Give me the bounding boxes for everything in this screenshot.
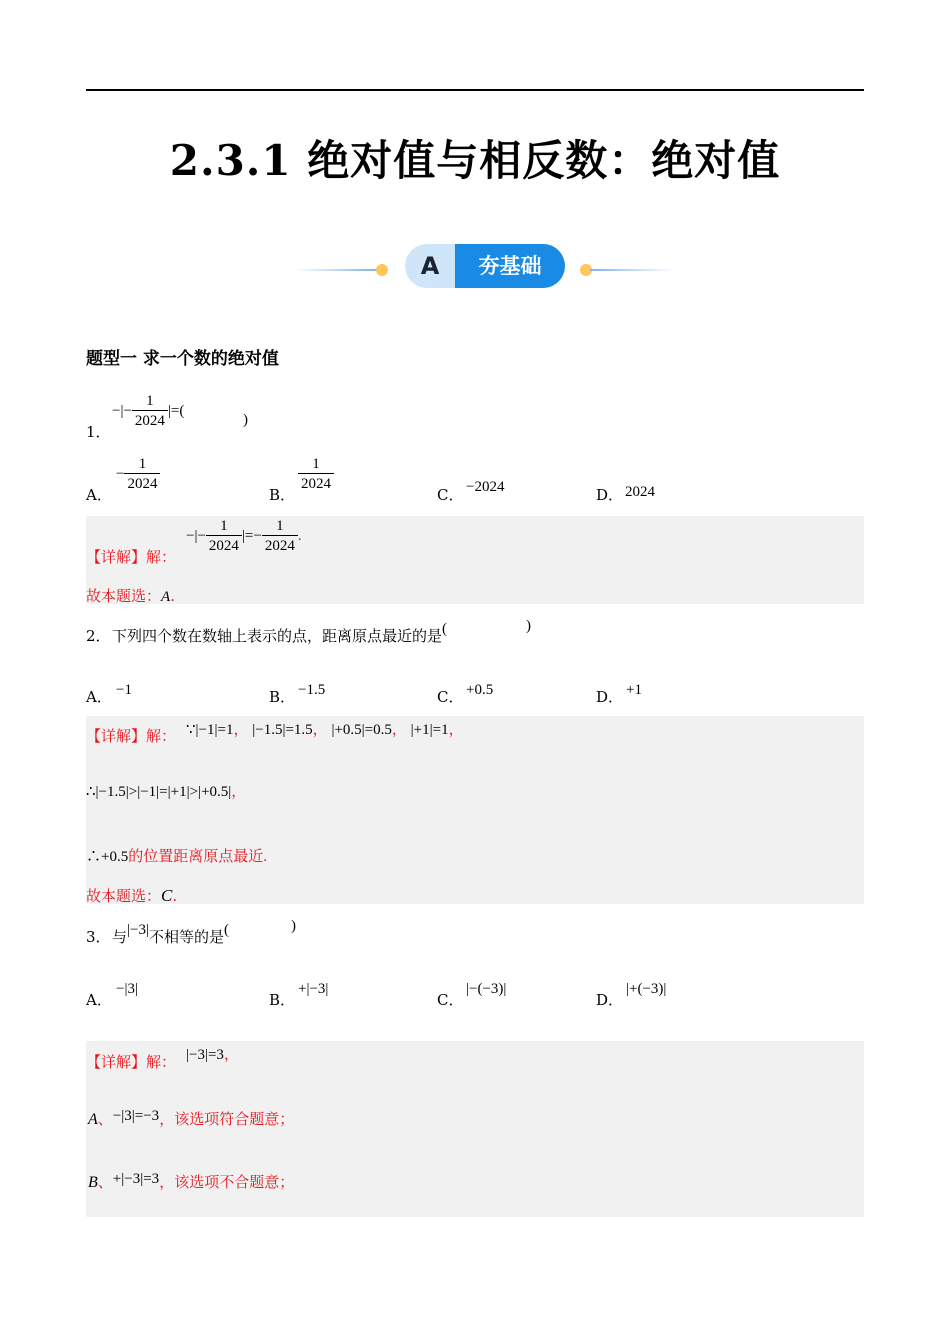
q1-option-a bbox=[116, 455, 160, 494]
q1-paren-close: ) bbox=[243, 412, 248, 428]
banner-line-left bbox=[294, 269, 378, 271]
q1-answer-prefix: 故本题选： bbox=[86, 587, 162, 605]
banner-tag: 夯基础 bbox=[455, 244, 565, 288]
q3-sol-b-expr: +|−3|=3 bbox=[112, 1171, 160, 1187]
q3-sol-b-sep: 、 bbox=[97, 1175, 113, 1191]
q2-option-b-label: B． bbox=[269, 688, 296, 706]
q2-sol-therefore-1: ∴|−1.5|>|−1|=|+1|>|+0.5| bbox=[86, 784, 232, 800]
section-title: 题型一 求一个数的绝对值 bbox=[86, 349, 279, 369]
q1-option-a-fraction bbox=[124, 455, 160, 494]
q1-option-b-label: B． bbox=[269, 486, 296, 504]
q1-sol-mid: |=− bbox=[241, 527, 262, 544]
q2-sol-therefore-2-math: ∴+0.5 bbox=[86, 849, 129, 865]
q1-number: 1． bbox=[86, 423, 111, 441]
q2-sol-comma-2: ， bbox=[312, 722, 328, 738]
q2-sol-therefore-2-text: 的位置距离原点最近. bbox=[128, 849, 267, 865]
q1-sol-numerator-2: 1 bbox=[276, 518, 284, 534]
q3-sol-line1-end: ， bbox=[223, 1047, 239, 1063]
q1-sol-fraction-2 bbox=[262, 517, 298, 556]
page-title: 2.3.1 绝对值与相反数：绝对值 bbox=[169, 136, 781, 185]
q3-option-d-label: D． bbox=[596, 991, 624, 1009]
q3-sol-a-text: ，该选项符合题意； bbox=[159, 1112, 295, 1128]
q1-option-b-denominator: 2024 bbox=[298, 473, 334, 494]
q3-sol-line-b bbox=[88, 1171, 294, 1192]
q1-sol-left: −|− bbox=[186, 527, 206, 544]
q1-expr-left: −|− bbox=[112, 402, 132, 419]
q3-sol-a-sep: 、 bbox=[97, 1112, 113, 1128]
q2-sol-e2: |−1.5|=1.5 bbox=[252, 722, 313, 738]
q1-option-a-label: A． bbox=[86, 486, 112, 504]
q3-sol-line-a bbox=[88, 1108, 294, 1129]
q3-sol-b-letter: B bbox=[88, 1174, 98, 1191]
q2-answer-line bbox=[86, 885, 177, 906]
q2-paren-open: ( bbox=[442, 621, 448, 637]
q3-option-b-label: B． bbox=[269, 991, 296, 1009]
q2-sol-e1: ∵|−1|=1 bbox=[186, 722, 234, 738]
q1-answer: A bbox=[161, 589, 171, 605]
section-banner bbox=[294, 244, 674, 290]
q2-paren-close: ) bbox=[526, 618, 531, 634]
q3-sol-line1-expr: |−3|=3 bbox=[186, 1047, 224, 1063]
q2-option-b: −1.5 bbox=[298, 682, 326, 698]
q3-sol-b-text: ，该选项不合题意； bbox=[159, 1175, 295, 1191]
banner-letter: A bbox=[420, 252, 440, 280]
q2-sol-e3: |+0.5|=0.5 bbox=[331, 722, 392, 738]
q2-sol-comma-3: ， bbox=[391, 722, 407, 738]
q1-option-a-sign: − bbox=[116, 465, 125, 482]
q1-option-a-numerator: 1 bbox=[138, 456, 147, 472]
q1-option-c: −2024 bbox=[466, 479, 505, 495]
q1-expr-right: |=( bbox=[167, 402, 185, 419]
q1-option-a-denominator: 2024 bbox=[124, 473, 160, 494]
q3-detail-label: 【详解】解： bbox=[86, 1053, 177, 1071]
q2-sol-e4: |+1|=1 bbox=[410, 722, 449, 738]
q3-option-a: −|3| bbox=[116, 981, 138, 997]
q1-option-c-label: C． bbox=[437, 486, 464, 504]
q2-answer-end: . bbox=[172, 887, 178, 905]
q3-stem-pre: 与 bbox=[112, 928, 128, 946]
q2-stem-text: 下列四个数在数轴上表示的点，距离原点最近的是 bbox=[112, 627, 443, 645]
top-rule bbox=[86, 89, 864, 91]
q3-option-d: |+(−3)| bbox=[626, 981, 667, 997]
q3-option-c-label: C． bbox=[437, 991, 464, 1009]
q2-option-d-label: D． bbox=[596, 688, 624, 706]
banner-dot-left bbox=[376, 264, 388, 276]
q2-sol-comma-1: ， bbox=[233, 722, 249, 738]
q2-number: 2． bbox=[86, 627, 111, 645]
q3-paren-open: ( bbox=[224, 922, 229, 938]
q1-solution-expr bbox=[186, 517, 302, 556]
q2-answer: C bbox=[161, 886, 173, 905]
q2-sol-line2 bbox=[86, 780, 246, 801]
q2-option-a: −1 bbox=[116, 682, 132, 698]
q3-paren-close: ) bbox=[291, 918, 296, 934]
q1-sol-end: . bbox=[297, 527, 302, 544]
q3-option-b: +|−3| bbox=[298, 981, 329, 997]
q2-option-c-label: C． bbox=[437, 688, 464, 706]
q3-option-c: |−(−3)| bbox=[466, 981, 507, 997]
q2-sol-line3 bbox=[86, 845, 267, 866]
q2-detail-label: 【详解】解： bbox=[86, 727, 177, 745]
q1-option-b-numerator: 1 bbox=[312, 456, 320, 472]
q1-fraction bbox=[132, 392, 168, 431]
q1-frac-denominator: 2024 bbox=[132, 410, 168, 431]
q1-answer-line bbox=[86, 585, 175, 606]
q2-option-a-label: A． bbox=[86, 688, 112, 706]
q3-stem-post: 不相等的是 bbox=[148, 928, 224, 946]
q1-option-d: 2024 bbox=[625, 484, 655, 500]
q1-option-b-fraction bbox=[298, 455, 334, 494]
q3-stem bbox=[112, 922, 229, 947]
q2-sol-comma-5: ， bbox=[231, 784, 247, 800]
q2-sol-line1 bbox=[186, 718, 464, 739]
q1-option-b bbox=[298, 455, 334, 494]
q2-option-d: +1 bbox=[626, 682, 642, 698]
q3-number: 3． bbox=[86, 928, 111, 946]
q3-sol-a-expr: −|3|=−3 bbox=[112, 1108, 160, 1124]
q1-option-d-label: D． bbox=[596, 486, 624, 504]
q1-sol-fraction-1 bbox=[206, 517, 242, 556]
banner-pill bbox=[405, 244, 565, 288]
q1-frac-numerator: 1 bbox=[146, 393, 154, 409]
q2-solution-box bbox=[86, 716, 864, 904]
q3-sol-line1 bbox=[186, 1043, 239, 1064]
q2-option-c: +0.5 bbox=[466, 682, 494, 698]
q3-option-a-label: A． bbox=[86, 991, 112, 1009]
q2-sol-comma-4: ， bbox=[448, 722, 464, 738]
q1-detail-label: 【详解】解： bbox=[86, 548, 177, 566]
q1-stem-expr bbox=[112, 392, 184, 431]
q1-sol-denominator-2: 2024 bbox=[262, 535, 298, 556]
banner-line-right bbox=[590, 269, 674, 271]
q2-stem bbox=[112, 621, 448, 646]
q2-answer-prefix: 故本题选： bbox=[86, 887, 162, 905]
q3-sol-a-letter: A bbox=[88, 1111, 98, 1128]
q1-answer-end: . bbox=[170, 587, 175, 605]
q1-sol-numerator-1: 1 bbox=[220, 518, 228, 534]
q3-stem-math: |−3| bbox=[127, 922, 149, 938]
q1-sol-denominator-1: 2024 bbox=[206, 535, 242, 556]
